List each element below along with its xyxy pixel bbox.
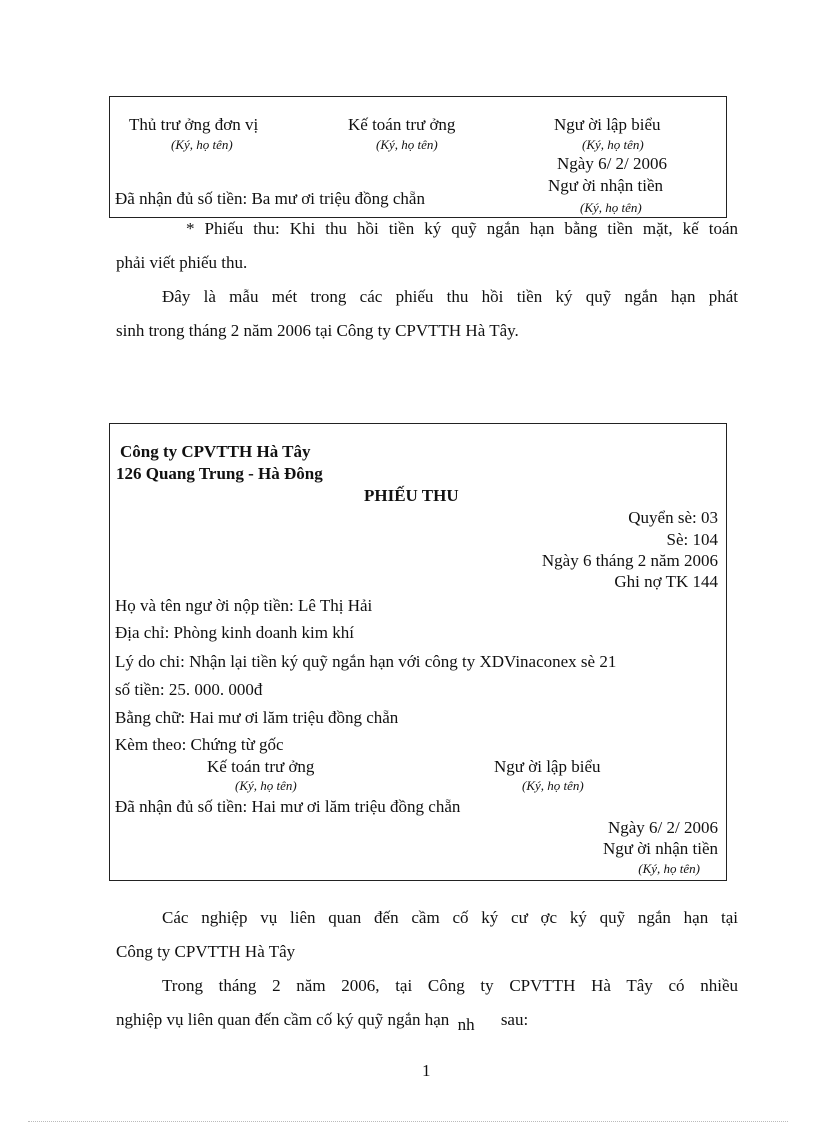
- page-number: 1: [422, 1061, 431, 1080]
- intro-line-2: phải viết phiếu thu.: [116, 253, 248, 272]
- attachments: Kèm theo: Chứng từ gốc: [115, 735, 284, 754]
- outro-line-3: Trong tháng 2 năm 2006, tại Công ty CPVTTH Hà Tây có nhiều: [162, 976, 738, 995]
- amount: số tiền: 25. 000. 000đ: [115, 680, 263, 699]
- intro-line-4: sinh trong tháng 2 năm 2006 tại Công ty CPVTTH Hà Tây.: [116, 321, 519, 340]
- sign-date: Ngày 6/ 2/ 2006: [557, 154, 668, 173]
- chief-accountant-sign-note: (Ký, họ tên): [376, 137, 438, 152]
- head-of-unit-title: Thủ trư ởng đơn vị: [129, 115, 259, 134]
- chief-accountant-title: Kế toán trư ởng: [207, 757, 315, 776]
- outro-line-4-end: sau:: [500, 1010, 529, 1029]
- outro-paragraph: [116, 902, 738, 1035]
- company-address: 126 Quang Trung - Hà Đông: [116, 464, 323, 483]
- outro-line-4-fragment: nh: [457, 1015, 475, 1034]
- outro-line-4: [116, 1004, 738, 1035]
- page-bottom-rule: [28, 1121, 788, 1122]
- outro-line-2: Công ty CPVTTH Hà Tây: [116, 942, 296, 961]
- sign-date: Ngày 6/ 2/ 2006: [607, 818, 718, 837]
- amount-received-text: Đã nhận đủ số tiền: Hai mư ơi lăm triệu đồng chẵn: [115, 797, 461, 816]
- company-name: Công ty CPVTTH Hà Tây: [120, 442, 311, 461]
- receipt-book-number: Quyển sè: 03: [628, 508, 718, 527]
- amount-received-text: Đã nhận đủ số tiền: Ba mư ơi triệu đồng chẵn: [115, 189, 425, 208]
- chief-accountant-sign-note: (Ký, họ tên): [235, 778, 297, 793]
- intro-line-3: Đây là mẫu mét trong các phiếu thu hồi tiền ký quỹ ngắn hạn phát: [162, 287, 738, 306]
- chief-accountant-title: Kế toán trư ởng: [348, 115, 456, 134]
- receipt-form: [109, 423, 727, 881]
- amount-in-words: Bằng chữ: Hai mư ơi lăm triệu đồng chẵn: [115, 708, 399, 727]
- preparer-sign-note: (Ký, họ tên): [522, 778, 584, 793]
- receipt-date: Ngày 6 tháng 2 năm 2006: [541, 551, 718, 570]
- receipt-number: Sè: 104: [666, 530, 718, 549]
- outro-line-4-text: nghiệp vụ liên quan đến cầm cố ký quỹ ngắn hạn: [116, 1010, 450, 1029]
- head-of-unit-sign-note: (Ký, họ tên): [171, 137, 233, 152]
- payer-name: Họ và tên ngư ời nộp tiền: Lê Thị Hải: [115, 596, 373, 615]
- payer-address: Địa chỉ: Phòng kinh doanh kim khí: [115, 623, 354, 642]
- preparer-sign-note: (Ký, họ tên): [582, 137, 644, 152]
- outro-line-1: Các nghiệp vụ liên quan đến cầm cố ký cư ợc ký quỹ ngắn hạn tại: [162, 908, 738, 927]
- receipt-title: PHIẾU THU: [364, 486, 459, 505]
- intro-line-1: * Phiếu thu: Khi thu hồi tiền ký quỹ ngắn hạn bằng tiền mặt, kế toán: [186, 219, 738, 238]
- payment-reason: Lý do chi: Nhận lại tiền ký quỹ ngắn hạn với công ty XDVinaconex sè 21: [115, 652, 617, 671]
- preparer-title: Ngư ời lập biểu: [494, 757, 601, 776]
- receiver-sign-note: (Ký, họ tên): [638, 861, 700, 876]
- signature-box: [109, 96, 727, 218]
- receiver-title: Ngư ời nhận tiền: [548, 176, 663, 195]
- receipt-debit-account: Ghi nợ TK 144: [614, 572, 718, 591]
- receiver-sign-note: (Ký, họ tên): [580, 200, 642, 215]
- receiver-title: Ngư ời nhận tiền: [603, 839, 718, 858]
- preparer-title: Ngư ời lập biểu: [554, 115, 661, 134]
- intro-paragraph: [116, 213, 738, 346]
